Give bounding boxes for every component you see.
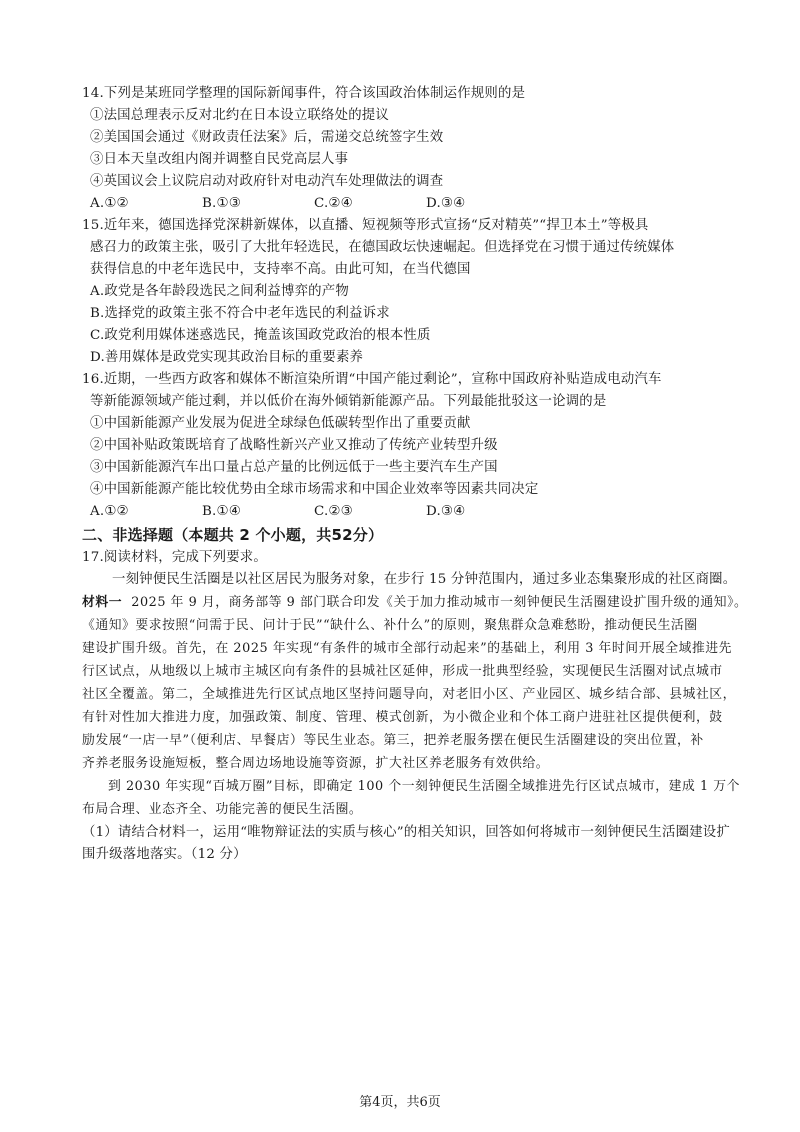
q17-material-1-line-3: 建设扩围升级。首先，在 2025 年实现“有条件的城市全部行动起来”的基础上，利用 3 年时间开展全域推进先 [82,641,733,656]
q15-option-d: D.善用媒体是政党实现其政治目标的重要素养 [90,350,364,365]
q17-sub1-line-1: （1）请结合材料一，运用“唯物辩证法的实质与核心”的相关知识，回答如何将城市一刻钟便民生活圈建设扩 [82,825,730,840]
q14-option-a: A.①② [90,196,129,211]
q15-stem-line-3: 获得信息的中老年选民中，支持率不高。由此可知，在当代德国 [90,262,471,277]
q16-item-4: ④中国新能源产能比较优势由全球市场需求和中国企业效率等因素共同决定 [90,482,539,497]
q14-option-d: D.③④ [426,196,466,211]
q17-material-1-line-2: 《通知》要求按照“问需于民、问计于民”“缺什么、补什么”的原则，聚焦群众急难愁盼，推动便民生活圈 [82,618,698,633]
material-1-text-1: 2025 年 9 月，商务部等 9 部门联合印发《关于加力推动城市一刻钟便民生活圈建设扩围升级的通知》。 [131,595,748,610]
q14-options [90,195,650,213]
q16-stem-line-1: 16.近期，一些西方政客和媒体不断渲染所谓“中国产能过剩论”，宣称中国政府补贴造成电动汽车 [82,372,662,387]
section-2-title: 二、非选择题（本题共 2 个小题，共52分） [82,526,384,544]
q16-item-2: ②中国补贴政策既培育了战略性新兴产业又推动了传统产业转型升级 [90,438,498,453]
q15-option-a: A.政党是各年龄段选民之间利益博弈的产物 [90,284,349,299]
q14-item-4: ④英国议会上议院启动对政府针对电动汽车处理做法的调查 [90,174,444,189]
q16-item-3: ③中国新能源汽车出口量占总产量的比例远低于一些主要汽车生产国 [90,460,498,475]
q17-material-para2-line-1: 到 2030 年实现“百城万圈”目标，即确定 100 个一刻钟便民生活圈全域推进先行区试点城市，建成 1 万个 [108,779,740,794]
q15-stem-line-2: 感召力的政策主张，吸引了大批年轻选民，在德国政坛快速崛起。但选择党在习惯于通过传统媒体 [90,240,675,255]
q14-item-2: ②美国国会通过《财政责任法案》后，需递交总统签字生效 [90,130,444,145]
q17-material-para2-line-2: 布局合理、业态齐全、功能完善的便民生活圈。 [82,802,363,817]
q17-material-1-line-4: 行区试点，从地级以上城市主城区向有条件的县城社区延伸，形成一批典型经验，实现便民生活圈对试点城市 [82,664,723,679]
q17-material-1-line-5: 社区全覆盖。第二，全域推进先行区试点地区坚持问题导向，对老旧小区、产业园区、城乡结合部、县城社区， [82,687,736,702]
q16-option-d: D.③④ [426,504,466,519]
q16-options [90,503,650,521]
q14-item-1: ①法国总理表示反对北约在日本设立联络处的提议 [90,108,389,123]
q14-item-3: ③日本天皇改组内阁并调整自民党高层人事 [90,152,349,167]
q14-option-c: C.②④ [314,196,353,211]
material-label: 材料一 [82,595,123,610]
q17-material-1-line-1 [82,594,747,612]
q17-material-1-line-8: 齐养老服务设施短板，整合周边场地设施等资源，扩大社区养老服务有效供给。 [82,756,550,771]
q15-stem-line-1: 15.近年来，德国选择党深耕新媒体，以直播、短视频等形式宣扬“反对精英”“捍卫本土”等极具 [82,218,649,233]
q16-option-a: A.①② [90,504,129,519]
q16-option-b: B.①④ [202,504,241,519]
q17-sub1-line-2: 围升级落地落实。（12 分） [82,847,247,862]
q17-material-1-line-6: 有针对性加大推进力度，加强政策、制度、管理、模式创新，为小微企业和个体工商户进驻社区提供便利，鼓 [82,710,723,725]
q16-item-1: ①中国新能源产业发展为促进全球绿色低碳转型作出了重要贡献 [90,416,471,431]
q14-stem: 14.下列是某班同学整理的国际新闻事件，符合该国政治体制运作规则的是 [82,86,526,101]
q15-option-c: C.政党利用媒体迷惑选民，掩盖该国政党政治的根本性质 [90,328,431,343]
q14-option-b: B.①③ [202,196,241,211]
q17-material-1-line-7: 励发展“一店一早”（便利店、早餐店）等民生业态。第三，把养老服务摆在便民生活圈建设的突出位置，补 [82,733,704,748]
q16-option-c: C.②③ [314,504,353,519]
page-footer: 第4页，共6页 [359,1095,441,1110]
q17-intro: 一刻钟便民生活圈是以社区居民为服务对象，在步行 15 分钟范围内，通过多业态集聚形成的社区商圈。 [112,572,737,587]
q15-option-b: B.选择党的政策主张不符合中老年选民的利益诉求 [90,306,390,321]
q17-stem: 17.阅读材料，完成下列要求。 [82,550,267,565]
q16-stem-line-2: 等新能源领域产能过剩，并以低价在海外倾销新能源产品。下列最能批驳这一论调的是 [90,394,607,409]
